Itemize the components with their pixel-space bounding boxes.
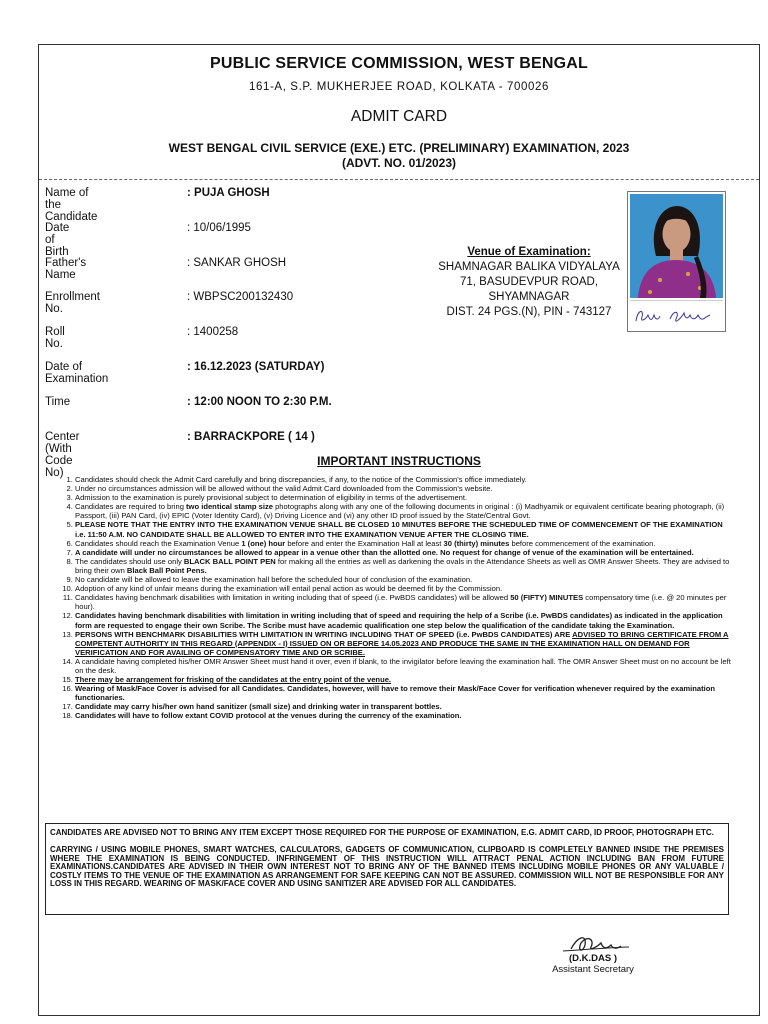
instruction-text: Candidates having benchmark disabilities with limitation in writing including that of speed (i.e. PwBDS candidates) will be allowed — [75, 593, 511, 603]
candidate-photo-box — [627, 191, 726, 332]
instruction-text: 30 (thirty) minutes — [443, 538, 510, 548]
signatory-designation: Assistant Secretary — [552, 964, 634, 975]
instruction-text: A candidate will under no circumstances be allowed to appear in a venue other than the allotted one. No request for change of venue of the examination will be entertained. — [75, 547, 694, 557]
instruction-item — [75, 539, 733, 548]
field-label: Center (With Code No) — [45, 431, 80, 479]
exam-venue — [409, 245, 649, 320]
instruction-text: Candidates should reach the Examination Venue — [75, 538, 242, 548]
field-value: : 12:00 NOON TO 2:30 P.M. — [187, 396, 332, 408]
field-label: Roll No. — [45, 326, 65, 350]
field-value: : 10/06/1995 — [187, 222, 251, 234]
instruction-text: ADVISED TO BRING CERTIFICATE FROM A COMPETENT AUTHORITY IN THIS REGARD (APPENDIX - I) ISSUED ON OR BEFORE 14.05.2023 AND PRODUCE THE SAME IN THE EXAMINATION HALL ON DEMAND FOR VERIFICATION AND FOR AVAILING OF COMPENSATORY TIME AND OR SCRIBE. — [75, 629, 729, 657]
instruction-text: before commencement of the examination. — [509, 538, 656, 548]
instruction-text: PLEASE NOTE THAT THE ENTRY INTO THE EXAMINATION VENUE SHALL BE CLOSED 10 MINUTES BEFORE THE SCHEDULED TIME OF COMMENCEMENT OF THE EXAMINATION i.e. 11:50 A.M. NO CANDIDATE SHALL BE ALLOWED TO ENTER INTO THE EXAMINATION VENUE AFTER THE CLOSING TIME. — [75, 520, 723, 539]
commission-title: PUBLIC SERVICE COMMISSION, WEST BENGAL — [210, 55, 588, 72]
instruction-text: Candidates should check the Admit Card carefully and bring discrepancies, if any, to the notice of the Commission's office immediately. — [75, 475, 527, 484]
signatory-name: (D.K.DAS ) — [568, 953, 618, 964]
instruction-item — [75, 575, 733, 584]
instruction-text: No candidate will be allowed to leave the examination hall before the scheduled hour of conclusion of the examination. — [75, 575, 473, 585]
instruction-item — [75, 520, 733, 538]
instruction-text: Adoption of any kind of unfair means during the examination will entail penal action as would be deemed fit by the Commission. — [75, 584, 503, 594]
instructions-title: IMPORTANT INSTRUCTIONS — [317, 454, 481, 468]
field-label: Date of Birth — [45, 222, 70, 258]
venue-line: 71, BASUDEVPUR ROAD, — [459, 276, 599, 288]
admit-card-title: ADMIT CARD — [350, 108, 448, 125]
instruction-text: The candidates should use only — [75, 556, 184, 566]
instruction-item — [75, 484, 733, 493]
admit-card — [38, 44, 760, 1016]
instruction-item — [75, 593, 733, 611]
notice-box — [45, 823, 729, 915]
field-value: : PUJA GHOSH — [187, 187, 270, 199]
instruction-item — [75, 611, 733, 629]
instruction-text: for making all the entries as well as darkening the ovals in the Attendance Sheets as well as OMR Answer Sheets. They are advised to bring their own — [75, 556, 730, 575]
instruction-item — [75, 675, 733, 684]
instruction-text: compensatory time (i.e. @ 20 minutes per hour). — [75, 593, 727, 612]
instruction-text: Admission to the examination is purely provisional subject to determination of eligibility in terms of the advertisement. — [75, 493, 468, 503]
instruction-item — [75, 548, 733, 557]
instruction-item — [75, 475, 733, 484]
instruction-text: Candidates having benchmark disabilities with limitation in writing including that of speed and requiring the help of a Scribe (i.e. PwBDS candidates) as indicated in the application form are requested to engage their own Scribe. The Scribe must have academic qualification one step below the qualification of the candidate taking the Examination. — [75, 611, 723, 630]
instruction-item — [75, 502, 733, 520]
dashed-divider — [39, 179, 759, 180]
instruction-text: 50 (FIFTY) MINUTES — [510, 593, 584, 603]
instruction-item — [75, 657, 733, 675]
field-value: : SANKAR GHOSH — [187, 257, 287, 269]
instruction-text: two identical stamp size — [186, 502, 273, 512]
instruction-item — [75, 711, 733, 720]
instruction-text: There may be arrangement for frisking of the candidates at the entry point of the venue. — [75, 675, 392, 685]
notice-paragraph: CARRYING / USING MOBILE PHONES, SMART WATCHES, CALCULATORS, GADGETS OF COMMUNICATION, CLIPBOARD IS COMPLETELY BANNED INSIDE THE PREMISES WHERE THE EXAMINATION IS BEING CONDUCTED. INFRINGEMENT OF THIS INSTRUCTION WILL ATTRACT PENAL ACTION INCLUDING BAN FROM FUTURE EXAMINATIONS.CANDIDATES ARE ADVISED IN THEIR OWN INTEREST NOT TO BRING ANY OF THE BANNED ITEMS INCLUDING MOBILE PHONES OR ANY VALUABLE / COSTLY ITEMS TO THE VENUE OF THE EXAMINATION AS ARRANGEMENT FOR SAFE KEEPING CAN NOT BE ASSURED. COMMISSION WILL NOT BE RESPONSIBLE FOR ANY LOSS IN THIS REGARD. WEARING OF MASK/FACE COVER AND USING SANITIZER ARE ADVISED FOR ALL CANDIDATES. — [50, 845, 724, 889]
instruction-item — [75, 630, 733, 657]
instruction-text: Candidate may carry his/her own hand sanitizer (small size) and drinking water in transparent bottles. — [75, 702, 442, 712]
instruction-text: before and enter the Examination Hall at least — [285, 538, 444, 548]
instruction-text: Black Ball Point Pens. — [126, 565, 207, 575]
field-label: Date of Examination — [45, 361, 109, 385]
instruction-text: photographs along with any one of the following documents in original : (i) Madhyamik or equivalent certificate bearing photograph, (ii) Passport, (iii) PAN Card, (iv) EPIC (Voter Identity Card), (v) Driving Licence and (vi) any other ID proof issued by the State/Central Govt. — [75, 502, 725, 521]
field-value: : BARRACKPORE ( 14 ) — [187, 431, 315, 443]
field-label: Time — [45, 396, 71, 408]
venue-line: SHAMNAGAR BALIKA VIDYALAYA — [438, 261, 620, 273]
instruction-item — [75, 684, 733, 702]
field-label: Name of the Candidate — [45, 187, 98, 223]
venue-line: SHYAMNAGAR — [488, 291, 570, 303]
instruction-text: Wearing of Mask/Face Cover is advised for all Candidates. Candidates, however, will have to remove their Mask/Face Cover for verification whenever required by the examination functionaries. — [75, 684, 716, 703]
field-label: Father's Name — [45, 257, 87, 281]
instruction-item — [75, 702, 733, 711]
instruction-item — [75, 584, 733, 593]
field-label: Enrollment No. — [45, 291, 100, 315]
commission-address: 161-A, S.P. MUKHERJEE ROAD, KOLKATA - 700026 — [249, 81, 549, 93]
candidate-signature — [630, 300, 723, 330]
instruction-item — [75, 493, 733, 502]
candidate-portrait-icon — [630, 194, 723, 298]
instructions-list — [53, 475, 733, 721]
field-value: : WBPSC200132430 — [187, 291, 294, 303]
notice-paragraph: CANDIDATES ARE ADVISED NOT TO BRING ANY ITEM EXCEPT THOSE REQUIRED FOR THE PURPOSE OF EXAMINATION, E.G. ADMIT CARD, ID PROOF, PHOTOGRAPH ETC. — [50, 828, 714, 837]
exam-line-1: WEST BENGAL CIVIL SERVICE (EXE.) ETC. (PRELIMINARY) EXAMINATION, 2023 — [168, 141, 630, 155]
field-value: : 16.12.2023 (SATURDAY) — [187, 361, 325, 373]
exam-line-2: (ADVT. NO. 01/2023) — [341, 156, 457, 170]
instruction-text: Candidates are required to bring — [75, 502, 187, 512]
instruction-text: Candidates will have to follow extant COVID protocol at the venues during the currency of the examination. — [75, 711, 462, 721]
venue-title: Venue of Examination: — [467, 246, 591, 258]
exam-name — [39, 141, 759, 171]
instruction-text: Under no circumstances admission will be allowed without the valid Admit Card downloaded from the Commission's website. — [75, 484, 493, 494]
candidate-photo — [630, 194, 723, 298]
instruction-text: PERSONS WITH BENCHMARK DISABILITIES WITH LIMITATION IN WRITING INCLUDING THAT OF SPEED (i.e. PwBDS CANDIDATES) ARE — [75, 629, 573, 639]
instruction-text: BLACK BALL POINT PEN — [183, 556, 276, 566]
venue-line: DIST. 24 PGS.(N), PIN - 743127 — [446, 306, 612, 318]
instruction-item — [75, 557, 733, 575]
instruction-text: A candidate having completed his/her OMR Answer Sheet must hand it over, even if blank, to the invigilator before leaving the examination hall. The OMR Answer Sheet must on no account be left on the desk. — [75, 656, 731, 675]
instruction-text: 1 (one) hour — [241, 538, 286, 548]
candidate-signature-icon — [630, 301, 723, 330]
field-value: : 1400258 — [187, 326, 239, 338]
